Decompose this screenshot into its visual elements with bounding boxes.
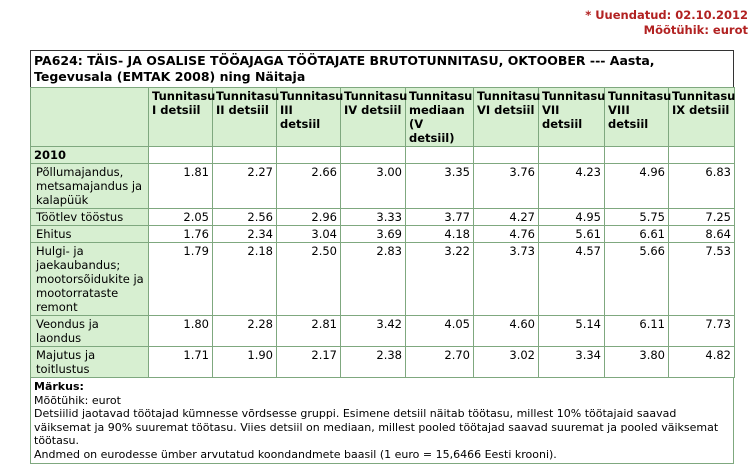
value-cell: 5.14 <box>539 316 605 347</box>
empty-cell <box>669 147 735 164</box>
value-cell: 4.18 <box>406 226 474 243</box>
value-cell: 2.05 <box>149 209 213 226</box>
value-cell: 1.76 <box>149 226 213 243</box>
empty-cell <box>539 147 605 164</box>
value-cell: 3.02 <box>474 347 539 378</box>
row-label: Majutus ja toitlustus <box>31 347 149 378</box>
value-cell: 5.66 <box>605 243 669 316</box>
value-cell: 8.64 <box>669 226 735 243</box>
value-cell: 2.70 <box>406 347 474 378</box>
value-cell: 1.79 <box>149 243 213 316</box>
value-cell: 2.38 <box>341 347 406 378</box>
column-header: Tunnitasu III detsiil <box>277 88 341 147</box>
column-header: Tunnitasu I detsiil <box>149 88 213 147</box>
value-cell: 4.23 <box>539 164 605 209</box>
row-label: Hulgi- ja jaekaubandus; mootorsõidukite ja mootorrataste remont <box>31 243 149 316</box>
row-label: Töötlev tööstus <box>31 209 149 226</box>
value-cell: 1.71 <box>149 347 213 378</box>
empty-cell <box>277 147 341 164</box>
value-cell: 2.83 <box>341 243 406 316</box>
update-info <box>585 8 748 38</box>
value-cell: 5.75 <box>605 209 669 226</box>
header-row <box>31 88 735 147</box>
value-cell: 1.81 <box>149 164 213 209</box>
row-label: Ehitus <box>31 226 149 243</box>
updated-date: * Uuendatud: 02.10.2012 <box>585 8 748 22</box>
year-cell: 2010 <box>31 147 149 164</box>
table-title: PA624: TÄIS- JA OSALISE TÖÖAJAGA TÖÖTAJATE BRUTOTUNNITASU, OKTOOBER --- Aasta, Tegevusala (EMTAK 2008) ning Näitaja <box>30 50 734 87</box>
table-row <box>31 347 735 378</box>
value-cell: 3.22 <box>406 243 474 316</box>
empty-cell <box>213 147 277 164</box>
value-cell: 2.96 <box>277 209 341 226</box>
value-cell: 4.27 <box>474 209 539 226</box>
notes-line: Mõõtühik: eurot <box>34 393 121 407</box>
corner-cell <box>31 88 149 147</box>
value-cell: 5.61 <box>539 226 605 243</box>
column-header: Tunnitasu II detsiil <box>213 88 277 147</box>
value-cell: 4.57 <box>539 243 605 316</box>
value-cell: 2.34 <box>213 226 277 243</box>
value-cell: 2.28 <box>213 316 277 347</box>
value-cell: 3.34 <box>539 347 605 378</box>
notes-line: Andmed on eurodesse ümber arvutatud koondandmete baasil (1 euro = 15,6466 Eesti krooni). <box>34 447 557 461</box>
value-cell: 4.05 <box>406 316 474 347</box>
value-cell: 2.17 <box>277 347 341 378</box>
value-cell: 4.60 <box>474 316 539 347</box>
value-cell: 2.18 <box>213 243 277 316</box>
table-row <box>31 164 735 209</box>
empty-cell <box>149 147 213 164</box>
table-row <box>31 316 735 347</box>
value-cell: 7.53 <box>669 243 735 316</box>
row-label: Põllumajandus, metsamajandus ja kalapüük <box>31 164 149 209</box>
row-label: Veondus ja laondus <box>31 316 149 347</box>
empty-cell <box>341 147 406 164</box>
value-cell: 2.66 <box>277 164 341 209</box>
table-row <box>31 226 735 243</box>
column-header: Tunnitasu VIII detsiil <box>605 88 669 147</box>
notes-line: Detsiilid jaotavad töötajad kümnesse võrdsesse gruppi. Esimene detsiil näitab töötasu, millest 10% töötajaid saavad väiksemat ja 90% suuremat töötasu. Viies detsiil on mediaan, millest pooled töötajad saavad suuremat ja pooled väiksemat töötasu. <box>34 407 719 447</box>
year-row <box>31 147 735 164</box>
value-cell: 3.69 <box>341 226 406 243</box>
value-cell: 2.27 <box>213 164 277 209</box>
value-cell: 7.25 <box>669 209 735 226</box>
value-cell: 3.04 <box>277 226 341 243</box>
statistics-table-container <box>30 50 734 464</box>
value-cell: 3.00 <box>341 164 406 209</box>
column-header: Tunnitasu IV detsiil <box>341 88 406 147</box>
value-cell: 6.83 <box>669 164 735 209</box>
table-row <box>31 243 735 316</box>
value-cell: 1.90 <box>213 347 277 378</box>
empty-cell <box>474 147 539 164</box>
empty-cell <box>605 147 669 164</box>
value-cell: 7.73 <box>669 316 735 347</box>
column-header: Tunnitasu mediaan (V detsiil) <box>406 88 474 147</box>
value-cell: 4.95 <box>539 209 605 226</box>
value-cell: 2.50 <box>277 243 341 316</box>
value-cell: 2.81 <box>277 316 341 347</box>
value-cell: 3.33 <box>341 209 406 226</box>
value-cell: 3.73 <box>474 243 539 316</box>
column-header: Tunnitasu IX detsiil <box>669 88 735 147</box>
empty-cell <box>406 147 474 164</box>
value-cell: 3.80 <box>605 347 669 378</box>
value-cell: 4.76 <box>474 226 539 243</box>
value-cell: 2.56 <box>213 209 277 226</box>
value-cell: 1.80 <box>149 316 213 347</box>
value-cell: 3.76 <box>474 164 539 209</box>
value-cell: 3.35 <box>406 164 474 209</box>
column-header: Tunnitasu VI detsiil <box>474 88 539 147</box>
value-cell: 4.82 <box>669 347 735 378</box>
value-cell: 6.11 <box>605 316 669 347</box>
unit-label: Mõõtühik: eurot <box>643 23 748 37</box>
column-header: Tunnitasu VII detsiil <box>539 88 605 147</box>
data-table <box>30 87 735 378</box>
value-cell: 3.42 <box>341 316 406 347</box>
notes-heading: Märkus: <box>34 380 84 393</box>
value-cell: 6.61 <box>605 226 669 243</box>
value-cell: 4.96 <box>605 164 669 209</box>
value-cell: 3.77 <box>406 209 474 226</box>
notes-section <box>30 378 734 464</box>
table-row <box>31 209 735 226</box>
